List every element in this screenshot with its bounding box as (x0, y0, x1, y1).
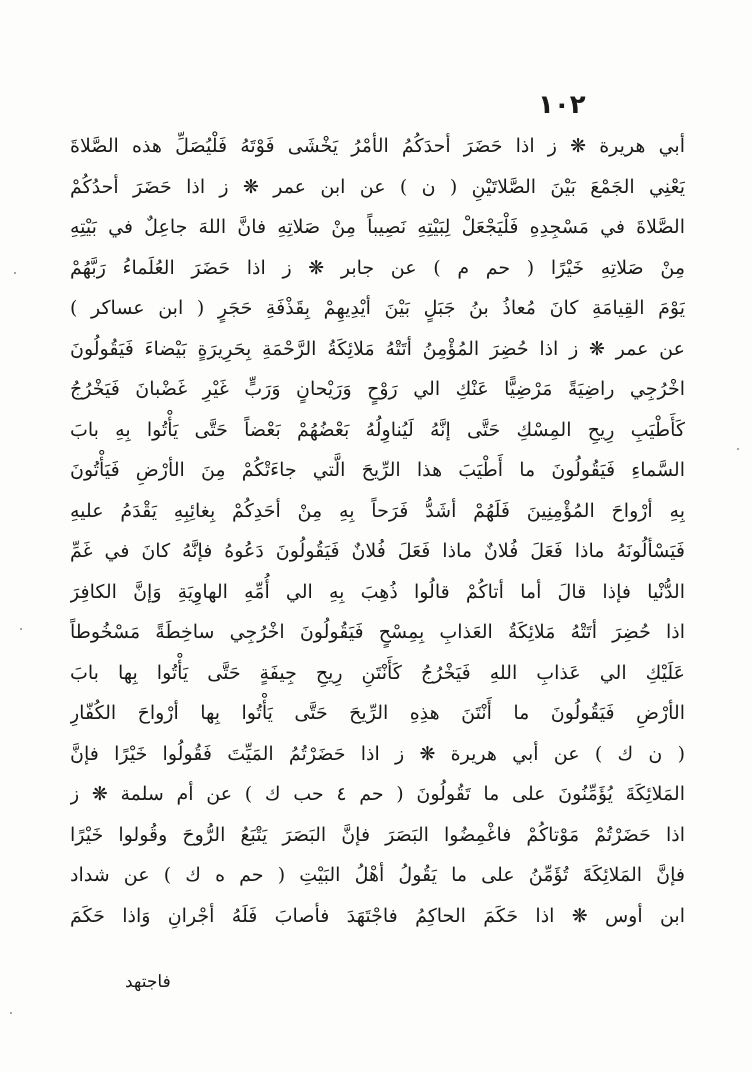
text-line: عن عمر ❋ ز اذا حُضِرَ المُؤْمِنُ أتَتْهُ مَلائِكَةُ الرَّحْمَةِ بِحَرِيرَةٍ بَيْضاءَ فَيَقُولُونَ (70, 337, 685, 360)
text-line: الأرْضِ فَيَقُولُونَ ما أَنْتَنَ هذِهِ الرِّيحَ حَتَّى يَأْتُوا بِها أرْواحَ الكُفّارِ (70, 702, 685, 724)
text-line: يَعْنِي الجَمْعَ بَيْنَ الصَّلاتَيْنِ ( ن ) عن ابن عمر ❋ ز اذا حَضَرَ أحدُكُمْ (70, 175, 685, 198)
text-line: ابن أوس ❋ اذا حَكَمَ الحاكِمُ فاجْتَهَدَ فأصابَ فَلَهُ أجْرانِ وَاذا حَكَمَ (70, 904, 685, 927)
scan-speck (737, 448, 739, 450)
text-line: كَأَطْيَبِ رِيحِ المِسْكِ حَتَّى إنَّهُ لَيُناوِلُهُ بَعْضُهُمْ بَعْضاً حَتَّى يَأْتُوا بِهِ بابَ (70, 418, 685, 441)
scan-speck (10, 1012, 12, 1014)
text-line: فَيَسْألُونَهُ ماذا فَعَلَ فُلانٌ ماذا فَعَلَ فُلانٌ فَيَقُولُونَ دَعُوهُ فإنَّهُ كانَ في غَمِّ (70, 540, 685, 562)
text-line: السَّماءِ فَيَقُولُونَ ما أَطْيَبَ هذا الرِّيحَ الَّتي جاءَتْكُمْ مِنَ الأرْضِ فَيَأْتُونَ (70, 459, 685, 481)
text-line: المَلائِكَةَ يُؤَمِّنُونَ على ما تَقُولُونَ ( حم ٤ حب ك ) عن أم سلمة ❋ ز (70, 783, 685, 805)
scan-speck (14, 272, 16, 274)
text-line: اذا حُضِرَ أتَتْهُ مَلائِكَةُ العَذابِ بِمِسْحٍ فَيَقُولُونَ اخْرُجِي ساخِطَةً مَسْخُوطاً (70, 621, 685, 643)
text-line: فإنَّ المَلائِكَةَ تُؤَمِّنُ على ما يَقُولُ أهْلُ البَيْتِ ( حم ه ك ) عن شداد (70, 864, 685, 886)
text-line: أبي هريرة ❋ ز اذا حَضَرَ أحدَكُمُ الأمْرُ يَخْشَى فَوْتَهُ فَلْيُصَلِّ هذه الصَّلاةَ (70, 135, 685, 157)
text-line: عَلَيْكِ الي عَذابِ اللهِ فَيَخْرُجُ كَأَنْتَنِ رِيحِ جِيفَةٍ حَتَّى يَأْتُوا بِها بابَ (70, 661, 685, 684)
text-line: الصَّلاةَ في مَسْجِدِهِ فَلْيَجْعَلْ لِبَيْتِهِ نَصِيباً مِنْ صَلاتِهِ فانَّ اللهَ جاعِلٌ في بَيْتِهِ (70, 216, 685, 238)
text-line: يَوْمَ القِيامَةِ كانَ مُعاذُ بنُ جَبَلٍ بَيْنَ أيْدِيهِمْ بِقَذْفَةِ حَجَرٍ ( ابن عساكر ) (70, 297, 685, 319)
scan-speck (20, 628, 22, 630)
catchword: فاجتهد (125, 972, 171, 992)
page-number: ١٠٢ (538, 90, 586, 120)
text-line: ( ن ك ) عن أبي هريرة ❋ ز اذا حَضَرْتُمُ المَيِّتَ فَقُولُوا خَيْرًا فإنَّ (70, 742, 685, 765)
text-line: اخْرُجِي راضِيَةً مَرْضِيًّا عَنْكِ الي رَوْحٍ وَرَيْحانٍ وَرَبٍّ غَيْرِ غَضْبانَ فَيَخْرُجُ (70, 378, 685, 400)
body-text (70, 126, 685, 936)
text-line: الدُّنْيا فإذا قالَ أما أتاكُمْ قالُوا ذُهِبَ بِهِ الي أُمِّهِ الهاوِيَةِ وَإنَّ الكافِرَ (70, 580, 685, 603)
text-line: بِهِ أرْواحَ المُؤْمِنِينَ فَلَهُمْ أشَدُّ فَرَحاً بِهِ مِنْ أحَدِكُمْ بِغائِبِهِ يَقْدَمُ عليهِ (70, 499, 685, 522)
text-line: مِنْ صَلاتِهِ خَيْرًا ( حم م ) عن جابر ❋ ز اذا حَضَرَ العُلَماءُ رَبَّهُمْ (70, 256, 685, 279)
text-line: اذا حَضَرْتُمْ مَوْتاكُمْ فاغْمِضُوا البَصَرَ فإنَّ البَصَرَ يَتْبَعُ الرُّوحَ وقُولوا خَيْرًا (70, 823, 685, 846)
